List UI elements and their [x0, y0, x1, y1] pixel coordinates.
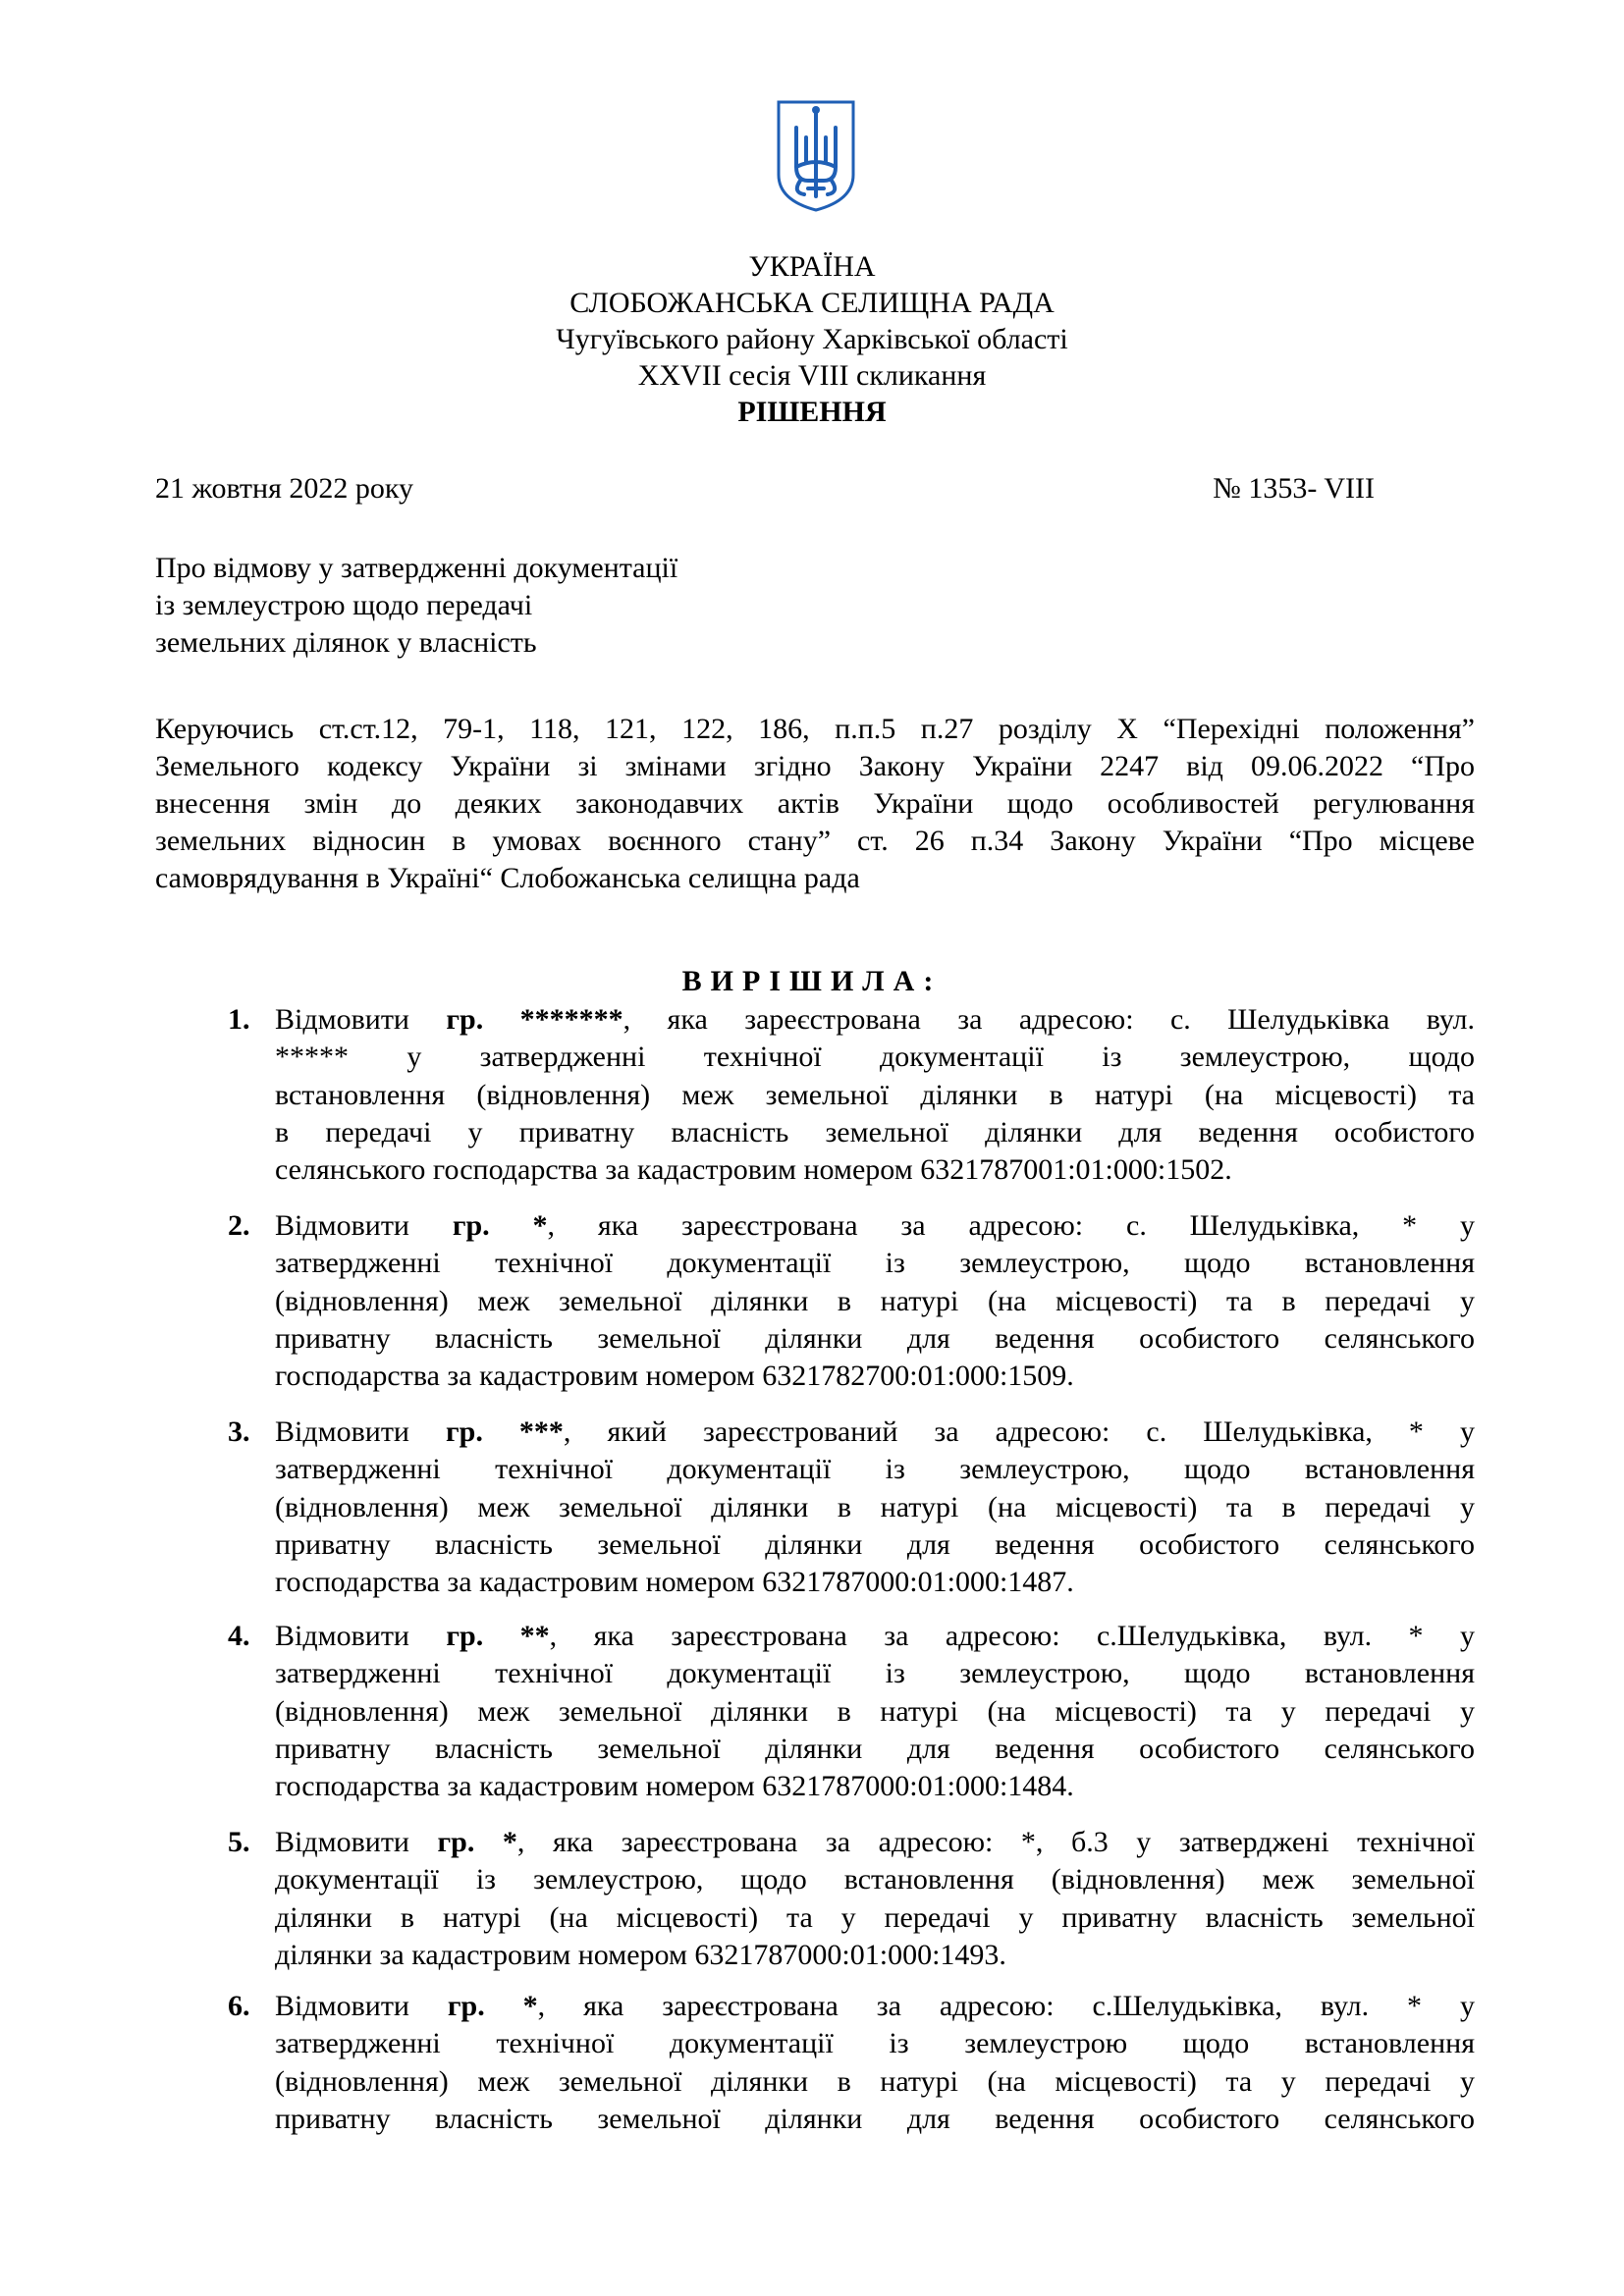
- person-reference: гр. *: [447, 1990, 538, 2022]
- item-line: Відмовити гр. ***, який зареєстрований за адресою: с. Шелудьківка, * у: [275, 1415, 1475, 1448]
- item-number: 2.: [228, 1209, 250, 1242]
- person-reference: гр. **: [446, 1620, 550, 1652]
- person-reference: гр. *******: [446, 1003, 623, 1036]
- header-doc-type: РІШЕННЯ: [737, 396, 887, 428]
- item-line: ***** у затвердженні технічної документації із землеустрою, щодо: [275, 1041, 1475, 1074]
- decision-subject: [155, 550, 677, 662]
- item-line: ділянки в натурі (на місцевості) та у передачі у приватну власність земельної: [275, 1900, 1475, 1934]
- item-line: Відмовити гр. *******, яка зареєстрована за адресою: с. Шелудьківка вул.: [275, 1003, 1476, 1036]
- decision-number: № 1353- VIII: [1213, 472, 1375, 505]
- preamble-line: Керуючись ст.ст.12, 79-1, 118, 121, 122, 186, п.п.5 п.27 розділу Х “Перехідні положення”: [155, 713, 1475, 745]
- preamble-line: внесення змін до деяких законодавчих актів України щодо особливостей регулювання: [155, 787, 1475, 820]
- header-session: XXVII сесія VIII скликання: [637, 359, 987, 392]
- item-line: приватну власність земельної ділянки для ведення особистого селянського: [275, 1321, 1475, 1355]
- item-line: затвердженні технічної документації із землеустрою щодо встановлення: [275, 2027, 1475, 2060]
- item-number: 3.: [228, 1415, 250, 1448]
- header-district: Чугуївського району Харківської області: [556, 323, 1068, 355]
- item-number: 6.: [228, 1990, 250, 2022]
- item-line: (відновлення) меж земельної ділянки в натурі (на місцевості) та в передачі у: [275, 1490, 1475, 1523]
- subject-line: із землеустрою щодо передачі: [155, 589, 533, 621]
- item-line: господарства за кадастровим номером 6321782700:01:000:1509.: [275, 1360, 1074, 1393]
- item-line: затвердженні технічної документації із землеустрою, щодо встановлення: [275, 1453, 1475, 1486]
- item-line: затвердженні технічної документації із землеустрою, щодо встановлення: [275, 1247, 1475, 1280]
- preamble-line: земельних відносин в умовах воєнного стану” ст. 26 п.34 Закону України “Про місцеве: [155, 825, 1475, 857]
- item-line: в передачі у приватну власність земельної ділянки для ведення особистого: [275, 1115, 1475, 1148]
- item-line: документації із землеустрою, щодо встановлення (відновлення) меж земельної: [275, 1863, 1475, 1896]
- item-number: 5.: [228, 1826, 250, 1858]
- item-line: Відмовити гр. *, яка зареєстрована за адресою: с.Шелудьківка, вул. * у: [275, 1990, 1475, 2022]
- item-line: встановлення (відновлення) меж земельної ділянки в натурі (на місцевості) та: [275, 1078, 1475, 1111]
- item-line: (відновлення) меж земельної ділянки в натурі (на місцевості) та в передачі у: [275, 1284, 1475, 1317]
- preamble-line: Земельного кодексу України зі змінами згідно Закону України 2247 від 09.06.2022 “Про: [155, 750, 1475, 782]
- subject-line: земельних ділянок у власність: [155, 626, 537, 659]
- preamble-line: самоврядування в Україні“ Слобожанська селищна рада: [155, 862, 860, 894]
- item-line: затвердженні технічної документації із землеустрою, щодо встановлення: [275, 1657, 1475, 1690]
- item-line: (відновлення) меж земельної ділянки в натурі (на місцевості) та у передачі у: [275, 2064, 1475, 2098]
- subject-line: Про відмову у затвердженні документації: [155, 552, 678, 584]
- item-line: Відмовити гр. *, яка зареєстрована за адресою: *, б.3 у затверджені технічної: [275, 1826, 1476, 1858]
- decision-item: [228, 1414, 1475, 1601]
- person-reference: гр. *: [437, 1826, 517, 1858]
- item-line: (відновлення) меж земельної ділянки в натурі (на місцевості) та у передачі у: [275, 1694, 1475, 1728]
- item-line: приватну власність земельної ділянки для ведення особистого селянського: [275, 1732, 1475, 1765]
- decision-item: [228, 1001, 1476, 1189]
- decision-item: [228, 1618, 1475, 1805]
- item-number: 1.: [228, 1003, 250, 1036]
- document-header: [0, 248, 1624, 430]
- header-council: СЛОБОЖАНСЬКА СЕЛИЩНА РАДА: [569, 287, 1055, 319]
- item-line: приватну власність земельної ділянки для ведення особистого селянського: [275, 1527, 1475, 1561]
- decision-item: [228, 1824, 1476, 1974]
- decision-item: [228, 1988, 1475, 2138]
- decided-heading: ВИРІШИЛА:: [681, 965, 943, 997]
- coat-of-arms-emblem: [775, 98, 857, 214]
- decision-date: 21 жовтня 2022 року: [155, 472, 414, 505]
- person-reference: гр. ***: [446, 1415, 564, 1448]
- decision-item: [228, 1207, 1475, 1395]
- item-line: селянського господарства за кадастровим номером 6321787001:01:000:1502.: [275, 1153, 1232, 1187]
- item-line: Відмовити гр. **, яка зареєстрована за адресою: с.Шелудьківка, вул. * у: [275, 1620, 1475, 1652]
- item-line: Відмовити гр. *, яка зареєстрована за адресою: с. Шелудьківка, * у: [275, 1209, 1475, 1242]
- item-line: господарства за кадастровим номером 6321787000:01:000:1484.: [275, 1770, 1074, 1803]
- item-line: приватну власність земельної ділянки для ведення особистого селянського: [275, 2102, 1475, 2135]
- item-line: господарства за кадастровим номером 6321787000:01:000:1487.: [275, 1566, 1074, 1599]
- item-number: 4.: [228, 1620, 250, 1652]
- preamble-paragraph: [155, 711, 1475, 897]
- person-reference: гр. *: [452, 1209, 548, 1242]
- item-line: ділянки за кадастровим номером 6321787000:01:000:1493.: [275, 1938, 1006, 1971]
- header-country: УКРАЇНА: [748, 250, 876, 283]
